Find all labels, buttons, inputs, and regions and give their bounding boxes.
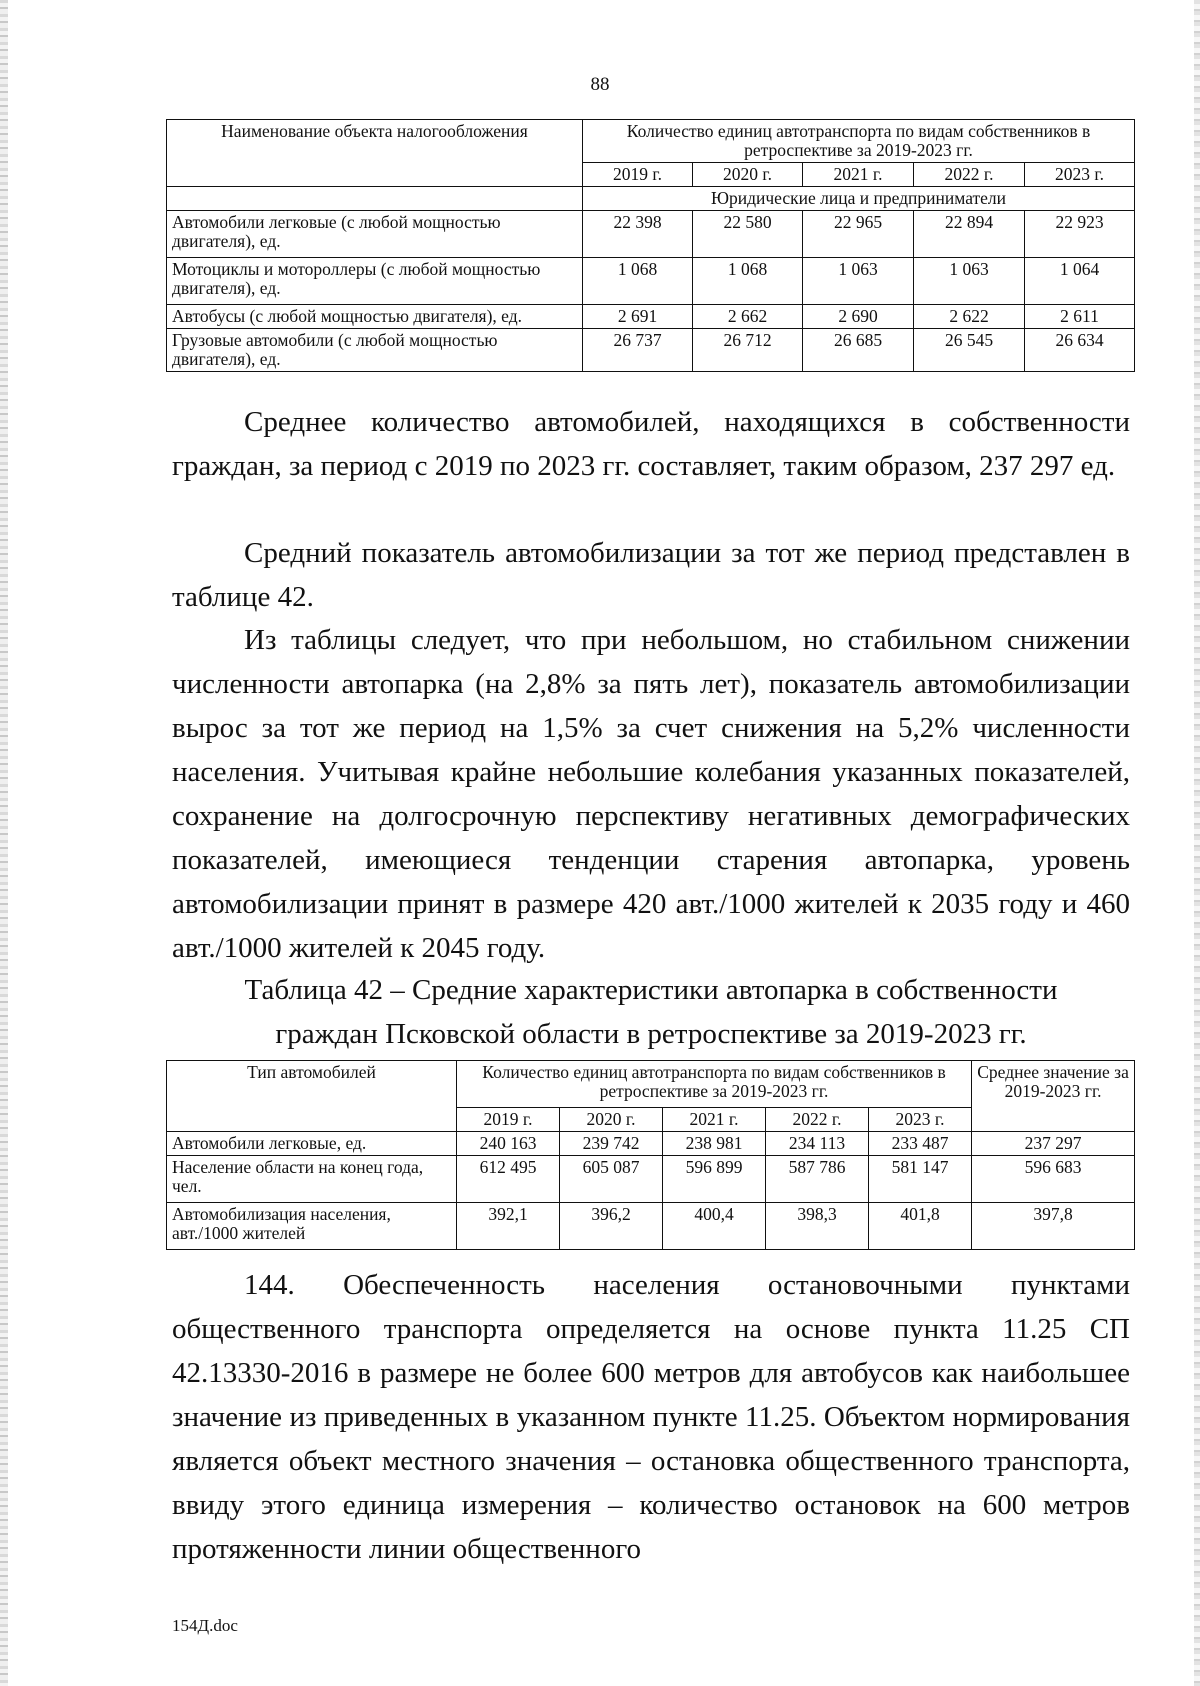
value-cell: 234 113 [766,1132,869,1156]
table-row [167,211,1135,258]
table-row [167,305,1135,329]
row-name: Автомобили легковые (с любой мощностью двигателя), ед. [167,211,583,258]
value-cell: 401,8 [869,1203,972,1250]
value-cell: 2 622 [914,305,1025,329]
value-cell: 26 545 [914,329,1025,372]
year-cell: 2019 г. [457,1108,560,1132]
value-cell: 26 685 [803,329,914,372]
paragraph-fleet-analysis: Из таблицы следует, что при небольшом, но стабильном снижении численности автопарка (на 2,8% за пять лет), показатель автомобилизации вырос за тот же период на 1,5% за счет снижения на 5,2% численности населения. Учитывая крайне небольшие колебания указанных показателей, сохранение на долгосрочную перспективу негативных демографических показателей, имеющиеся тенденции старения автопарка, уровень автомобилизации принят в размере 420 авт./1000 жителей к 2035 году и 460 авт./1000 жителей к 2045 году. [172,624,1130,964]
header-average: Среднее значение за 2019-2023 гг. [972,1061,1135,1132]
year-cell: 2021 г. [803,163,914,187]
section-label: Юридические лица и предприниматели [583,187,1135,211]
value-cell: 400,4 [663,1203,766,1250]
value-cell: 22 580 [693,211,803,258]
average-fleet-table [166,1060,1135,1250]
value-cell: 26 737 [583,329,693,372]
average-cell: 237 297 [972,1132,1135,1156]
scan-edge-right [1194,0,1200,1686]
table-row [167,258,1135,305]
year-cell: 2020 г. [560,1108,663,1132]
value-cell: 398,3 [766,1203,869,1250]
table-header-row [167,120,1135,163]
year-cell: 2022 г. [914,163,1025,187]
value-cell: 2 691 [583,305,693,329]
table-caption-line-2: граждан Псковской области в ретроспективе за 2019-2023 гг. [275,1018,1027,1050]
scan-edge-left [0,0,8,1686]
value-cell: 240 163 [457,1132,560,1156]
header-object-name: Наименование объекта налогообложения [167,120,583,187]
value-cell: 22 965 [803,211,914,258]
value-cell: 581 147 [869,1156,972,1203]
row-name: Автомобили легковые, ед. [167,1132,457,1156]
footer-filename: 154Д.doc [172,1616,238,1635]
value-cell: 596 899 [663,1156,766,1203]
page-number: 88 [590,74,610,95]
header-count-group: Количество единиц автотранспорта по видам собственников в ретроспективе за 2019-2023 гг. [457,1061,972,1108]
header-vehicle-type: Тип автомобилей [167,1061,457,1132]
value-cell: 1 063 [803,258,914,305]
year-cell: 2022 г. [766,1108,869,1132]
value-cell: 612 495 [457,1156,560,1203]
header-count-group: Количество единиц автотранспорта по видам собственников в ретроспективе за 2019-2023 гг. [583,120,1135,163]
row-name: Мотоциклы и мотороллеры (с любой мощностью двигателя), ед. [167,258,583,305]
value-cell: 605 087 [560,1156,663,1203]
paragraph-average-count: Среднее количество автомобилей, находящихся в собственности граждан, за период с 2019 по 2023 гг. составляет, таким образом, 237 297 ед. [172,406,1130,482]
year-cell: 2021 г. [663,1108,766,1132]
average-cell: 596 683 [972,1156,1135,1203]
table-caption-line-1: Таблица 42 – Средние характеристики автопарка в собственности [244,974,1058,1006]
value-cell: 233 487 [869,1132,972,1156]
value-cell: 2 690 [803,305,914,329]
vehicle-count-table [166,119,1135,372]
value-cell: 1 068 [693,258,803,305]
row-name: Население области на конец года, чел. [167,1156,457,1203]
value-cell: 22 894 [914,211,1025,258]
year-cell: 2020 г. [693,163,803,187]
value-cell: 239 742 [560,1132,663,1156]
table-header-row [167,1061,1135,1108]
table-row [167,1132,1135,1156]
average-cell: 397,8 [972,1203,1135,1250]
value-cell: 26 634 [1025,329,1135,372]
paragraph-motorization-reference: Средний показатель автомобилизации за тот же период представлен в таблице 42. [172,537,1130,613]
row-name: Автобусы (с любой мощностью двигателя), ед. [167,305,583,329]
value-cell: 2 611 [1025,305,1135,329]
table-row [167,1156,1135,1203]
value-cell: 22 923 [1025,211,1135,258]
row-name: Грузовые автомобили (с любой мощностью двигателя), ед. [167,329,583,372]
table-row [167,1203,1135,1250]
paragraph-144-stop-coverage: 144. Обеспеченность населения остановочными пунктами общественного транспорта определяется на основе пункта 11.25 СП 42.13330-2016 в размере не более 600 метров для автобусов как наибольшее значение из приведенных в указанном пункте 11.25. Объектом нормирования является объект местного значения – остановка общественного транспорта, ввиду этого единица измерения – количество остановок на 600 метров протяженности линии общественного [172,1269,1130,1565]
year-cell: 2019 г. [583,163,693,187]
value-cell: 1 064 [1025,258,1135,305]
value-cell: 26 712 [693,329,803,372]
value-cell: 587 786 [766,1156,869,1203]
value-cell: 22 398 [583,211,693,258]
table-section-row [167,187,1135,211]
table-row [167,329,1135,372]
value-cell: 238 981 [663,1132,766,1156]
value-cell: 2 662 [693,305,803,329]
value-cell: 1 063 [914,258,1025,305]
row-name: Автомобилизация населения, авт./1000 жителей [167,1203,457,1250]
value-cell: 1 068 [583,258,693,305]
year-cell: 2023 г. [869,1108,972,1132]
year-cell: 2023 г. [1025,163,1135,187]
value-cell: 392,1 [457,1203,560,1250]
value-cell: 396,2 [560,1203,663,1250]
empty-cell [167,187,583,211]
